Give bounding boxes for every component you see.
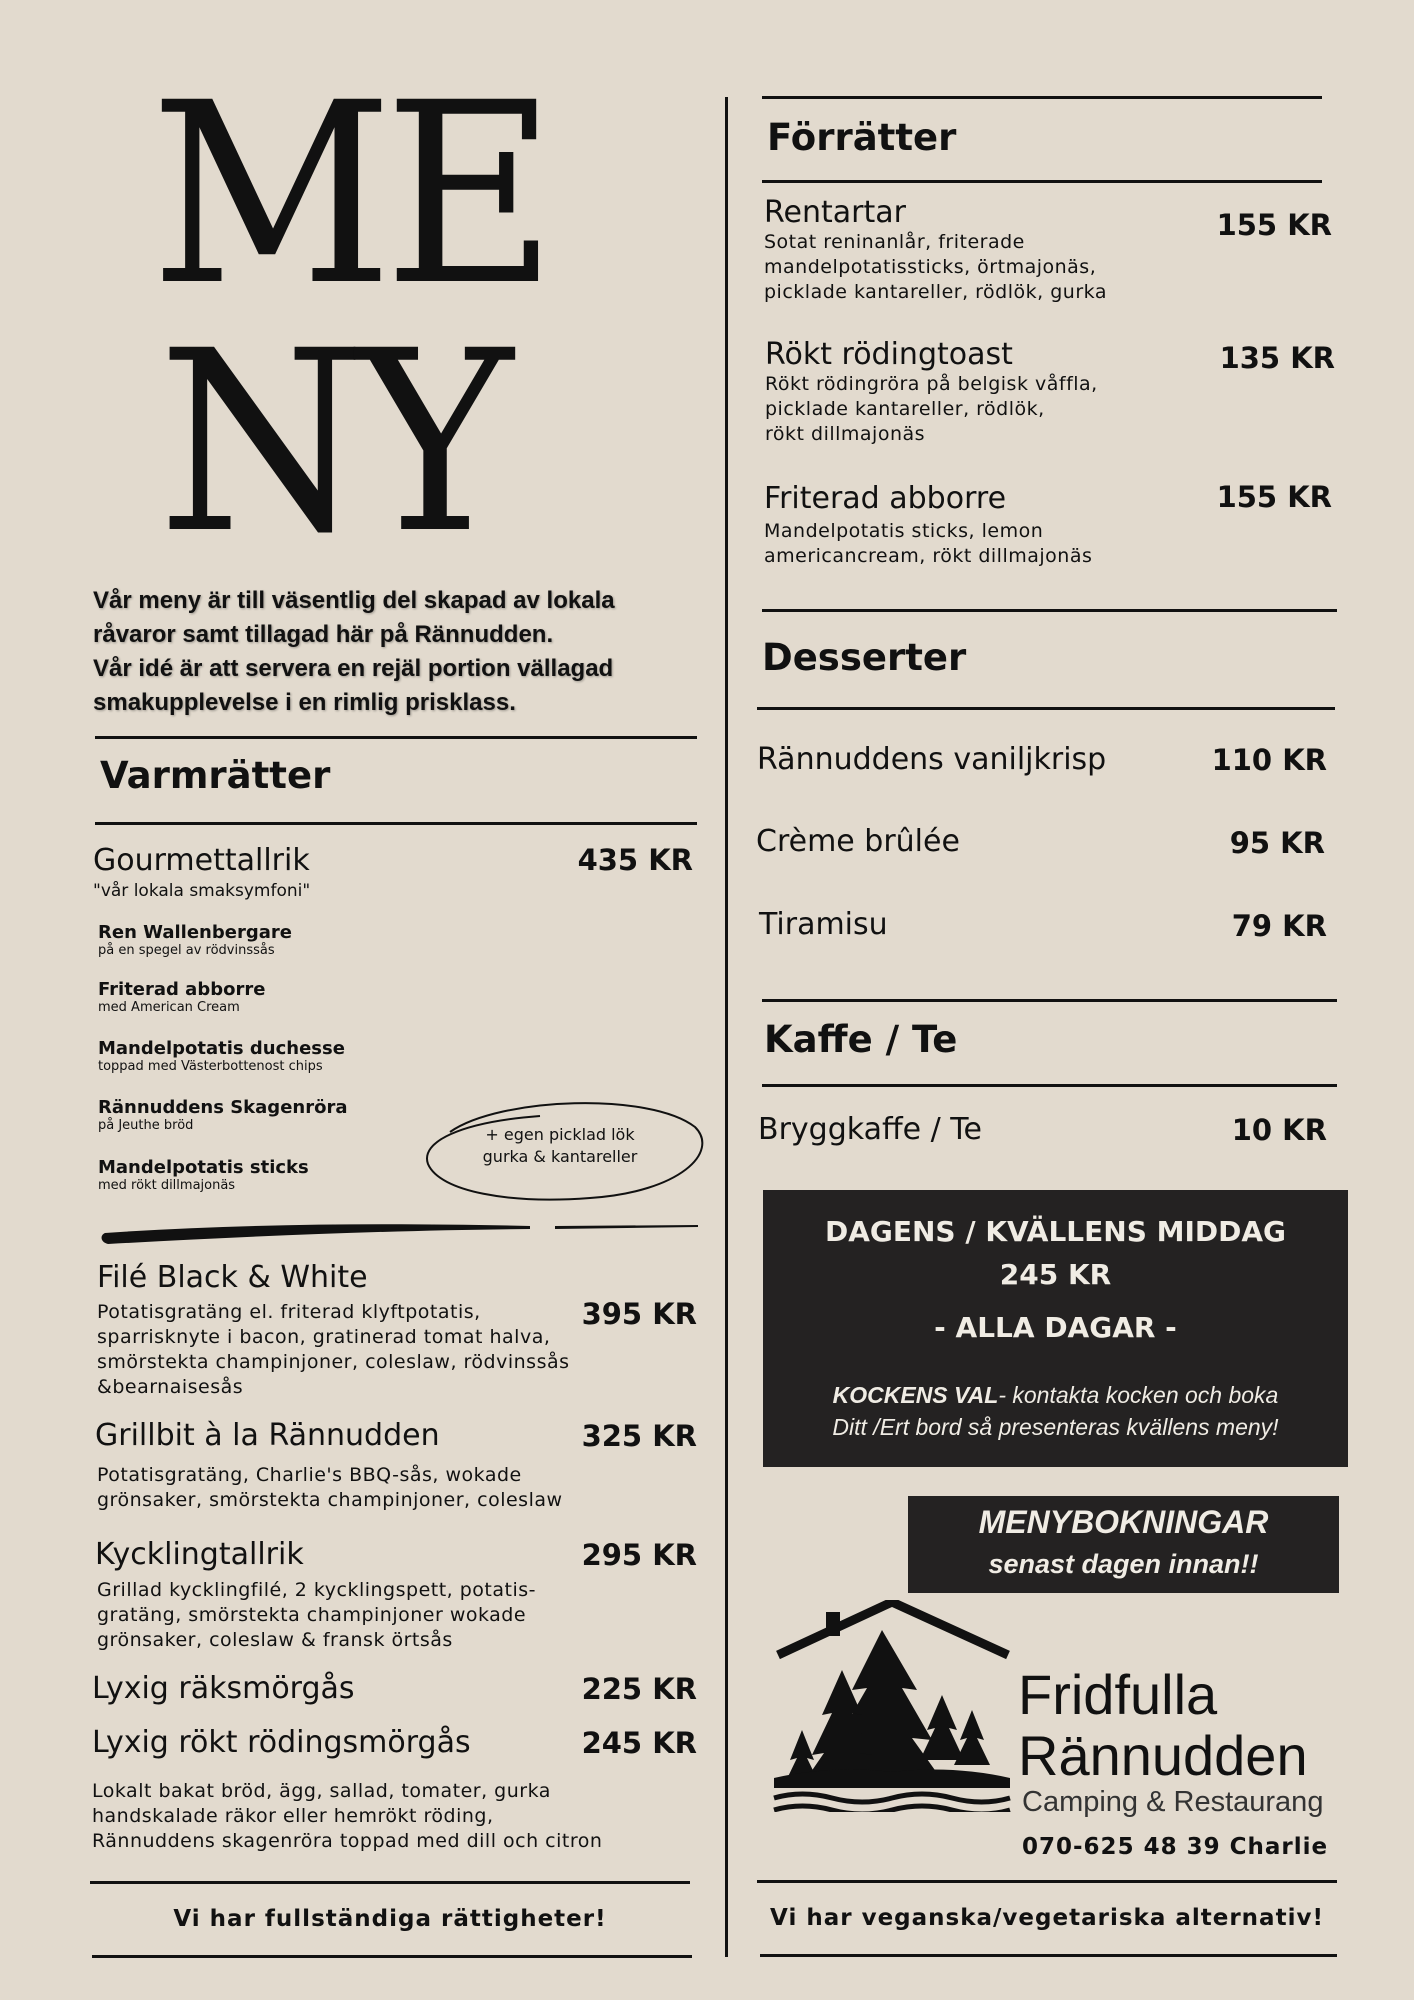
divider xyxy=(92,1955,692,1958)
divider xyxy=(762,180,1322,183)
dagens-price: 245 KR xyxy=(999,1258,1112,1291)
desc-line: Sotat reninanlår, friterade xyxy=(764,231,1025,253)
desc-line: sparrisknyte i bacon, gratinerad tomat halva, xyxy=(97,1326,551,1348)
menybokningar-title: MENYBOKNINGAR xyxy=(978,1504,1269,1540)
component-name: Rännuddens Skagenröra xyxy=(98,1097,348,1118)
kockens-val xyxy=(763,1382,1348,1409)
dessert-name: Rännuddens vaniljkrisp xyxy=(757,742,1107,777)
desc-line: Grillad kycklingfilé, 2 kycklingspett, potatis- xyxy=(97,1579,537,1601)
desc-line: Mandelpotatis sticks, lemon xyxy=(764,520,1044,542)
component-name: Mandelpotatis duchesse xyxy=(98,1038,345,1059)
component-desc: på Jeuthe bröd xyxy=(98,1118,194,1133)
divider xyxy=(95,736,697,739)
rodingsmorgas-name: Lyxig rökt rödingsmörgås xyxy=(92,1725,471,1760)
component-desc: med American Cream xyxy=(98,1000,240,1015)
divider xyxy=(762,96,1322,99)
logo-name2: Rännudden xyxy=(1018,1724,1308,1787)
gourmet-price: 435 KR xyxy=(577,843,693,877)
forratt-price: 155 KR xyxy=(1216,208,1332,242)
cabin-trees-logo-icon xyxy=(772,1600,1012,1812)
divider xyxy=(762,609,1337,612)
forratt-desc xyxy=(764,519,1164,569)
dessert-price: 110 KR xyxy=(1211,743,1327,777)
dessert-name: Tiramisu xyxy=(759,907,888,942)
forratt-name: Rentartar xyxy=(764,195,906,230)
desserter-heading: Desserter xyxy=(762,636,967,679)
desc-line: rökt dillmajonäs xyxy=(765,423,926,445)
intro-line: råvaror samt tillagad här på Rännudden. xyxy=(93,621,554,648)
component xyxy=(98,979,458,1038)
column-divider xyxy=(725,97,728,1957)
divider xyxy=(762,1084,1337,1087)
grillbit-name: Grillbit à la Rännudden xyxy=(95,1418,440,1453)
gourmet-name: Gourmettallrik xyxy=(93,843,310,878)
desc-line: Lokalt bakat bröd, ägg, sallad, tomater, gurka xyxy=(92,1780,551,1802)
gourmet-tagline: "vår lokala smaksymfoni" xyxy=(93,881,311,901)
kyckling-name: Kycklingtallrik xyxy=(95,1537,304,1572)
brush-stroke-divider xyxy=(100,1218,700,1248)
component-desc: med rökt dillmajonäs xyxy=(98,1178,236,1193)
dessert-name: Crème brûlée xyxy=(756,824,960,859)
kockens-val-bold: KOCKENS VAL xyxy=(832,1382,999,1408)
footer-right: Vi har veganska/vegetariska alternativ! xyxy=(770,1905,1324,1931)
smorgas-desc xyxy=(92,1779,652,1854)
dessert-price: 95 KR xyxy=(1229,826,1325,860)
raksmorgas-name: Lyxig räksmörgås xyxy=(92,1671,355,1706)
desc-line: Potatisgratäng el. friterad klyftpotatis, xyxy=(97,1301,481,1323)
note-line: gurka & kantareller xyxy=(482,1147,638,1166)
forratt-price: 155 KR xyxy=(1216,480,1332,514)
desc-line: Rökt rödingröra på belgisk våffla, xyxy=(765,373,1098,395)
component-name: Ren Wallenbergare xyxy=(98,922,292,943)
kyckling-desc xyxy=(97,1578,637,1653)
desc-line: picklade kantareller, rödlök, xyxy=(765,398,1045,420)
kyckling-price: 295 KR xyxy=(581,1538,697,1572)
divider xyxy=(757,707,1335,710)
raksmorgas-price: 225 KR xyxy=(581,1672,697,1706)
menu-title-line1: ME xyxy=(150,49,548,340)
footer-left: Vi har fullständiga rättigheter! xyxy=(173,1906,607,1932)
forratt-name: Friterad abborre xyxy=(764,481,1007,516)
file-name: Filé Black & White xyxy=(97,1260,368,1295)
component xyxy=(98,1038,458,1097)
desc-line: americancream, rökt dillmajonäs xyxy=(764,545,1093,567)
forratt-name: Rökt rödingtoast xyxy=(765,337,1013,372)
divider xyxy=(90,1881,690,1884)
kaffe-price: 10 KR xyxy=(1231,1113,1327,1147)
desc-line: picklade kantareller, rödlök, gurka xyxy=(764,281,1107,303)
dagens-line1: DAGENS / KVÄLLENS MIDDAG xyxy=(824,1215,1287,1248)
grillbit-desc xyxy=(97,1463,637,1513)
phone-number: 070-625 48 39 Charlie xyxy=(1022,1834,1329,1860)
grillbit-price: 325 KR xyxy=(581,1419,697,1453)
kaffe-heading: Kaffe / Te xyxy=(764,1018,958,1061)
divider xyxy=(757,1880,1337,1883)
component xyxy=(98,922,458,979)
file-desc xyxy=(97,1300,617,1400)
menu-title-line2: NY xyxy=(158,297,504,588)
dessert-price: 79 KR xyxy=(1231,909,1327,943)
logo-name1: Fridfulla xyxy=(1018,1663,1218,1726)
desc-line: &bearnaisesås xyxy=(97,1376,244,1398)
dagens-line2: - ALLA DAGAR - xyxy=(934,1311,1177,1344)
component-desc: på en spegel av rödvinssås xyxy=(98,943,275,958)
kockens-val-line2: Ditt /Ert bord så presenteras kvällens meny! xyxy=(832,1414,1279,1440)
desc-line: grönsaker, smörstekta champinjoner, coleslaw xyxy=(97,1489,563,1511)
desc-line: mandelpotatissticks, örtmajonäs, xyxy=(764,256,1097,278)
component-name: Friterad abborre xyxy=(98,979,266,1000)
dagens-box xyxy=(763,1190,1348,1467)
intro-line: Vår meny är till väsentlig del skapad av lokala xyxy=(93,587,615,614)
divider xyxy=(760,1954,1337,1957)
divider xyxy=(95,822,697,825)
intro-line: smakupplevelse i en rimlig prisklass. xyxy=(93,689,516,716)
menybokningar-sub: senast dagen innan!! xyxy=(988,1549,1259,1579)
forratter-heading: Förrätter xyxy=(767,116,957,159)
gourmet-components xyxy=(98,922,458,1193)
note-line: + egen picklad lök xyxy=(485,1125,635,1144)
desc-line: smörstekta champinjoner, coleslaw, rödvinssås xyxy=(97,1351,570,1373)
component-desc: toppad med Västerbottenost chips xyxy=(98,1059,323,1074)
menybokningar-box xyxy=(908,1496,1339,1593)
logo-tagline: Camping & Restaurang xyxy=(1022,1786,1324,1818)
desc-line: gratäng, smörstekta champinjoner wokade xyxy=(97,1604,527,1626)
forratt-desc xyxy=(764,230,1164,305)
desc-line: Potatisgratäng, Charlie's BBQ-sås, wokade xyxy=(97,1464,522,1486)
desc-line: handskalade räkor eller hemrökt röding, xyxy=(92,1805,494,1827)
kockens-val-text: - kontakta kocken och boka xyxy=(998,1382,1279,1408)
forratt-price: 135 KR xyxy=(1219,341,1335,375)
component xyxy=(98,1097,458,1157)
intro-line: Vår idé är att servera en rejäl portion vällagad xyxy=(93,655,614,682)
intro-text xyxy=(93,584,693,720)
file-price: 395 KR xyxy=(581,1297,697,1331)
divider xyxy=(762,999,1337,1002)
component-name: Mandelpotatis sticks xyxy=(98,1157,309,1178)
varmratter-heading: Varmrätter xyxy=(100,754,331,797)
forratt-desc xyxy=(765,372,1165,447)
gourmet-note xyxy=(450,1124,670,1168)
kaffe-name: Bryggkaffe / Te xyxy=(758,1112,982,1147)
rodingsmorgas-price: 245 KR xyxy=(581,1726,697,1760)
desc-line: Rännuddens skagenröra toppad med dill och citron xyxy=(92,1830,603,1852)
component xyxy=(98,1157,458,1193)
desc-line: grönsaker, coleslaw & fransk örtsås xyxy=(97,1629,453,1651)
